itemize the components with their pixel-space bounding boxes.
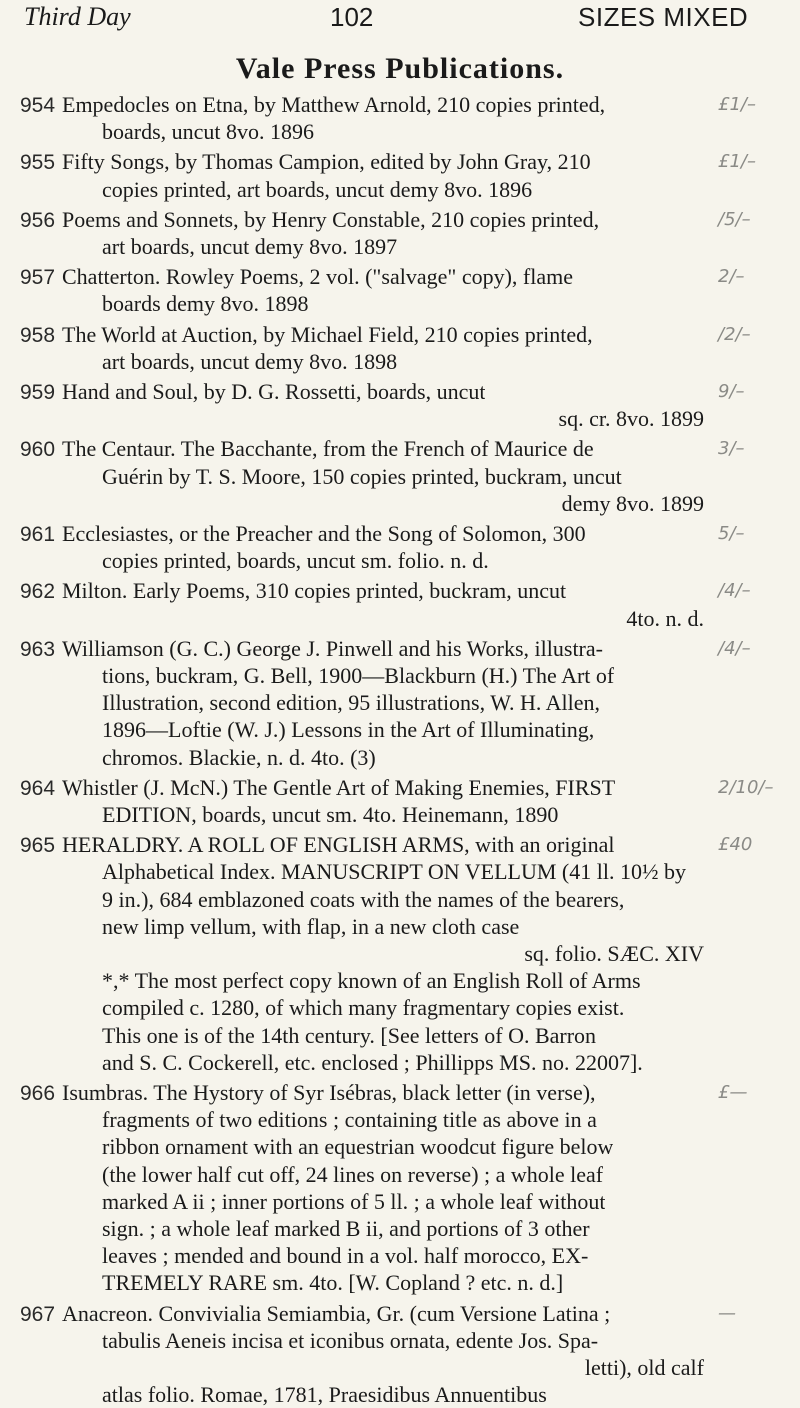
header-day: Third Day xyxy=(24,2,131,31)
lot-number: 967 xyxy=(20,1302,56,1326)
lot-description-line: atlas folio. Romae, 1781, Praesidibus Annuentibus xyxy=(102,1382,547,1408)
pencil-annotation: /4/– xyxy=(718,580,751,602)
pencil-annotation: /4/– xyxy=(718,637,751,659)
pencil-annotation: £1/– xyxy=(718,151,756,173)
lot-description-line: marked A ii ; inner portions of 5 ll. ; a whole leaf without xyxy=(102,1188,606,1214)
lot-number: 963 xyxy=(20,637,56,661)
lot-description-line: and S. C. Cockerell, etc. enclosed ; Phillipps MS. no. 22007]. xyxy=(102,1049,643,1075)
lot-description-line: copies printed, art boards, uncut demy 8vo. 1896 xyxy=(102,176,533,202)
lot-description-line: Fifty Songs, by Thomas Campion, edited by John Gray, 210 xyxy=(62,149,591,175)
pencil-annotation: — xyxy=(718,1302,736,1324)
pencil-annotation: 5/– xyxy=(718,523,745,544)
pencil-annotation: /2/– xyxy=(718,323,751,345)
lot-description-line: EDITION, boards, uncut sm. 4to. Heinemann, 1890 xyxy=(102,802,559,827)
lot-description-line: letti), old calf xyxy=(584,1355,704,1380)
page-number: 102 xyxy=(330,2,374,32)
lot-description-line: ribbon ornament with an equestrian woodcut figure below xyxy=(102,1134,614,1160)
lot-number: 956 xyxy=(20,208,56,232)
lot-description-line: demy 8vo. 1899 xyxy=(561,490,704,516)
lot-number: 959 xyxy=(20,381,56,404)
lot-description-line: art boards, uncut demy 8vo. 1897 xyxy=(102,234,398,259)
lot-description-line: Guérin by T. S. Moore, 150 copies printed, buckram, uncut xyxy=(102,463,622,489)
lot-description-line: Empedocles on Etna, by Matthew Arnold, 210 copies printed, xyxy=(62,92,606,117)
pencil-annotation: £1/– xyxy=(718,94,756,115)
lot-number: 962 xyxy=(20,580,56,604)
lot-description-line: art boards, uncut demy 8vo. 1898 xyxy=(102,348,398,374)
lot-number: 964 xyxy=(20,776,56,800)
lot-description-line: 4to. n. d. xyxy=(626,605,704,631)
lot-description-line: leaves ; mended and bound in a vol. half morocco, EX- xyxy=(102,1243,589,1269)
lot-number: 961 xyxy=(20,523,56,546)
lot-description-line: compiled c. 1280, of which many fragmentary copies exist. xyxy=(102,995,625,1021)
pencil-annotation: 9/– xyxy=(718,381,745,402)
lot-number: 966 xyxy=(20,1082,56,1105)
lot-description-line: 1896—Loftie (W. J.) Lessons in the Art of Illuminating, xyxy=(102,717,595,743)
lot-number: 965 xyxy=(20,834,56,858)
lot-description-line: 9 in.), 684 emblazoned coats with the names of the bearers, xyxy=(102,886,625,912)
lot-description-line: Hand and Soul, by D. G. Rossetti, boards, uncut xyxy=(62,379,486,404)
section-title: Vale Press Publications. xyxy=(235,52,565,85)
lot-description-line: Milton. Early Poems, 310 copies printed, buckram, uncut xyxy=(62,578,567,604)
lot-description-line: Alphabetical Index. MANUSCRIPT ON VELLUM (41 ll. 10½ by xyxy=(102,859,686,885)
lot-description-line: boards demy 8vo. 1898 xyxy=(102,291,309,317)
lot-number: 955 xyxy=(20,151,56,175)
lot-description-line: TREMELY RARE sm. 4to. [W. Copland ? etc. n. d.] xyxy=(102,1270,564,1296)
lot-number: 960 xyxy=(20,438,56,462)
lot-description-line: The Centaur. The Bacchante, from the French of Maurice de xyxy=(62,436,594,462)
lot-description-line: sq. folio. SÆC. XIV xyxy=(524,941,704,966)
lot-description-line: Williamson (G. C.) George J. Pinwell and his Works, illustra- xyxy=(62,635,603,661)
lot-description-line: This one is of the 14th century. [See letters of O. Barron xyxy=(102,1022,597,1048)
lot-description-line: Anacreon. Convivialia Semiambia, Gr. (cum Versione Latina ; xyxy=(62,1300,611,1326)
lot-description-line: fragments of two editions ; containing title as above in a xyxy=(102,1107,597,1133)
lot-description-line: copies printed, boards, uncut sm. folio. n. d. xyxy=(102,548,489,574)
lot-number: 957 xyxy=(20,266,56,290)
lot-number: 958 xyxy=(20,323,56,347)
lot-description-line: Chatterton. Rowley Poems, 2 vol. ("salvage" copy), flame xyxy=(62,264,574,290)
lot-number: 954 xyxy=(20,94,56,117)
header-sizes: SIZES MIXED xyxy=(578,2,749,32)
lot-description-line: chromos. Blackie, n. d. 4to. (3) xyxy=(102,744,376,770)
lot-description-line: boards, uncut 8vo. 1896 xyxy=(102,119,315,145)
lot-description-line: HERALDRY. A ROLL OF ENGLISH ARMS, with an original xyxy=(62,832,615,858)
pencil-annotation: 2/– xyxy=(718,266,745,288)
lot-description-line: Whistler (J. McN.) The Gentle Art of Making Enemies, FIRST xyxy=(62,774,616,800)
pencil-annotation: £— xyxy=(718,1082,748,1103)
lot-description-line: sq. cr. 8vo. 1899 xyxy=(558,406,704,432)
lot-description-line: *,* The most perfect copy known of an English Roll of Arms xyxy=(102,968,641,994)
lot-description-line: tions, buckram, G. Bell, 1900—Blackburn (H.) The Art of xyxy=(102,663,615,688)
lot-description-line: Isumbras. The Hystory of Syr Isébras, black letter (in verse), xyxy=(62,1080,596,1105)
lot-description-line: Poems and Sonnets, by Henry Constable, 210 copies printed, xyxy=(62,206,600,232)
page-header xyxy=(0,2,800,42)
lot-description-line: new limp vellum, with flap, in a new cloth case xyxy=(102,913,520,939)
lot-description-line: The World at Auction, by Michael Field, 210 copies printed, xyxy=(62,321,593,347)
pencil-annotation: £40 xyxy=(718,834,753,856)
lot-description-line: sign. ; a whole leaf marked B ii, and portions of 3 other xyxy=(102,1216,590,1241)
lot-description-line: tabulis Aeneis incisa et iconibus ornata, edente Jos. Spa- xyxy=(102,1327,599,1353)
lot-description-line: (the lower half cut off, 24 lines on reverse) ; a whole leaf xyxy=(102,1161,604,1187)
pencil-annotation: 3/– xyxy=(718,438,745,460)
pencil-annotation: 2/10/– xyxy=(718,776,774,798)
lot-description-line: Ecclesiastes, or the Preacher and the Song of Solomon, 300 xyxy=(62,521,586,546)
lot-description-line: Illustration, second edition, 95 illustrations, W. H. Allen, xyxy=(102,690,601,716)
pencil-annotation: /5/– xyxy=(718,208,751,230)
